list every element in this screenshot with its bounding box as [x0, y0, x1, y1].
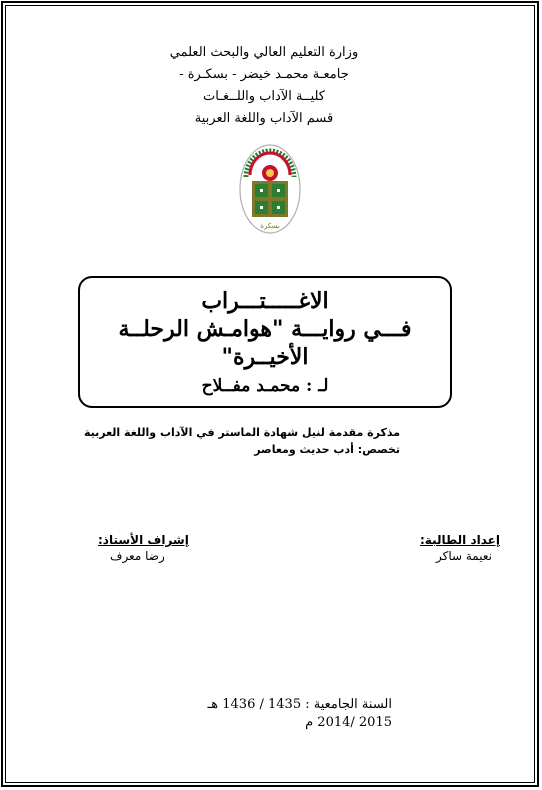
department-line: قسم الآداب واللغة العربية	[194, 111, 334, 126]
thesis-title-box	[78, 276, 452, 408]
memo-degree: مذكرة مقدمة لنيل شهادة الماستر في الآداب واللغة العربية	[83, 426, 400, 439]
svg-text:بسكرة: بسكرة	[260, 222, 280, 230]
thesis-title-line-3: الأخيــرة"	[221, 344, 309, 370]
university-emblem-icon	[238, 143, 302, 235]
student-name: نعيمة ساكر	[436, 549, 492, 563]
thesis-title-line-1: الاغـــــتـــراب	[201, 288, 329, 314]
academic-year-gregorian: 2015 /2014 م	[305, 715, 392, 730]
novel-author: لـ : محمـد مفــلاح	[201, 376, 329, 396]
faculty-line: كليــة الآداب واللــغـات	[203, 89, 325, 104]
supervisor-name: رضا معرف	[110, 549, 165, 563]
student-heading: إعداد الطالبة:	[420, 533, 500, 547]
institution-header	[164, 42, 364, 130]
thesis-title-line-2: فـــي روايـــة "هوامـش الرحلــة	[118, 316, 412, 342]
ministry-line: وزارة التعليم العالي والبحث العلمي	[169, 45, 359, 60]
supervisor-heading: إشراف الأستاذ:	[98, 533, 189, 547]
memo-specialization: تخصص: أدب حديث ومعاصر	[254, 443, 400, 456]
memo-description	[84, 424, 400, 458]
university-line: جامعـة محمـد خيضر - بسكـرة -	[179, 67, 349, 82]
academic-year-hijri: السنة الجامعية : 1435 / 1436 هـ	[207, 697, 392, 712]
